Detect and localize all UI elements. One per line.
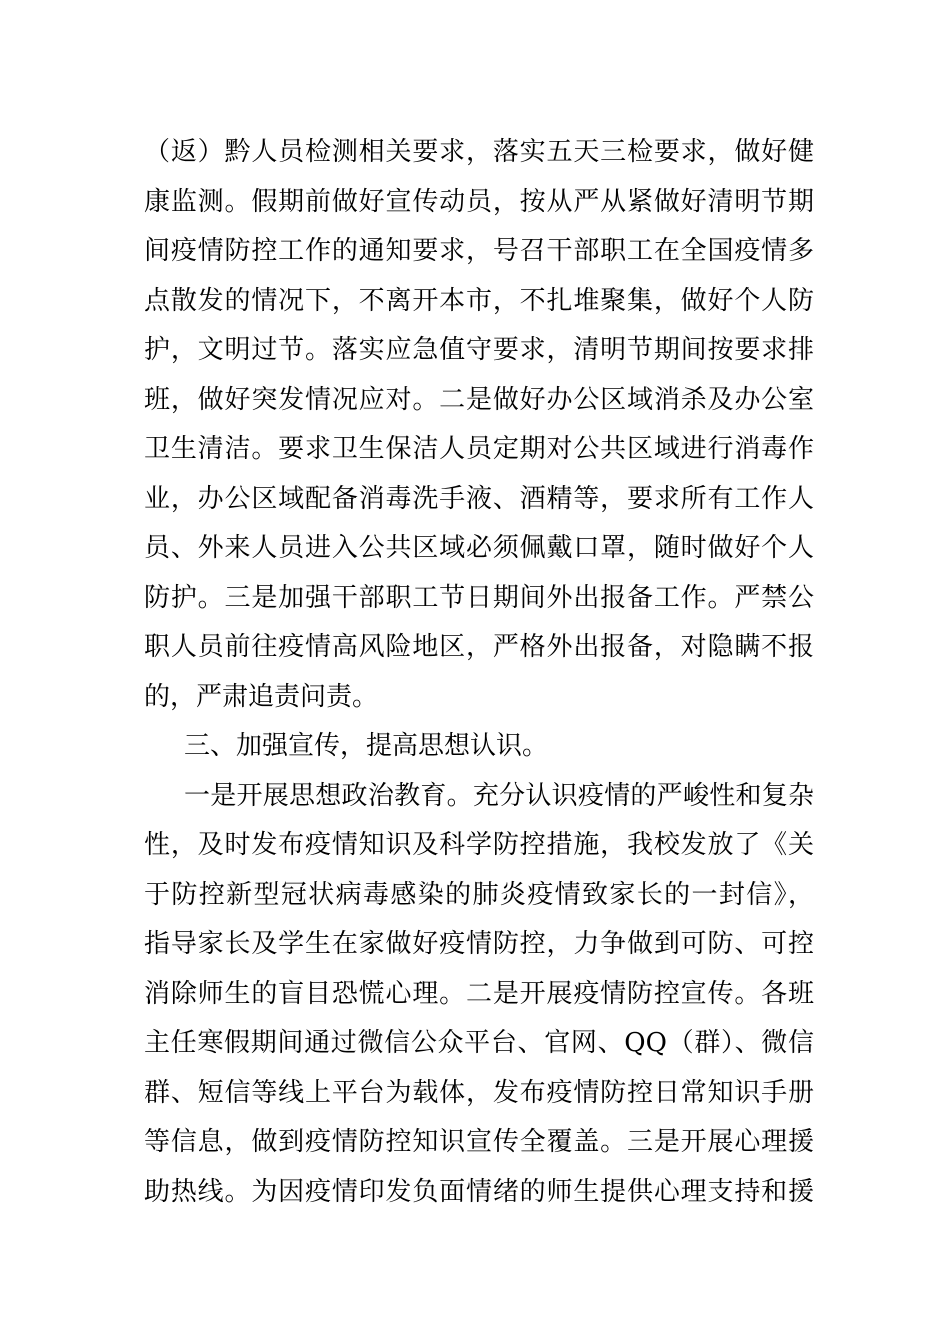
section-heading-3: 三、加强宣传，提高思想认识。	[184, 731, 549, 761]
text-line: 班，做好突发情况应对。二是做好办公区域消杀及办公室	[144, 384, 814, 415]
text-line: 群、短信等线上平台为载体，发布疫情防控日常知识手册	[144, 1077, 814, 1108]
text-line: 间疫情防控工作的通知要求，号召干部职工在全国疫情多	[144, 236, 814, 266]
text-line: 职人员前往疫情高风险地区，严格外出报备，对隐瞒不报	[144, 632, 814, 662]
paragraph-publicity	[144, 772, 814, 1218]
text-line: 的，严肃追责问责。	[144, 681, 379, 712]
text-line: 防护。三是加强干部职工节日期间外出报备工作。严禁公	[144, 582, 814, 613]
text-line: 消除师生的盲目恐慌心理。二是开展疫情防控宣传。各班	[144, 978, 814, 1009]
text-line: 指导家长及学生在家做好疫情防控，力争做到可防、可控	[144, 929, 814, 959]
text-line: 点散发的情况下，不离开本市，不扎堆聚集，做好个人防	[144, 285, 814, 316]
paragraph-health-monitoring	[144, 128, 814, 722]
text-line: 卫生清洁。要求卫生保洁人员定期对公共区域进行消毒作	[144, 434, 814, 464]
text-line: 一是开展思想政治教育。充分认识疫情的严峻性和复杂	[184, 780, 814, 811]
text-line: 于防控新型冠状病毒感染的肺炎疫情致家长的一封信》，	[144, 879, 814, 910]
text-line: 主任寒假期间通过微信公众平台、官网、QQ（群）、微信	[144, 1028, 814, 1058]
text-line: 康监测。假期前做好宣传动员，按从严从紧做好清明节期	[144, 186, 814, 217]
text-line: 员、外来人员进入公共区域必须佩戴口罩，随时做好个人	[144, 533, 814, 563]
text-line: 助热线。为因疫情印发负面情绪的师生提供心理支持和援	[144, 1176, 814, 1207]
text-line: 护，文明过节。落实应急值守要求，清明节期间按要求排	[144, 335, 814, 365]
document-body	[144, 128, 814, 1217]
text-line: （返）黔人员检测相关要求，落实五天三检要求，做好健	[144, 137, 814, 167]
text-line: 业，办公区域配备消毒洗手液、酒精等，要求所有工作人	[144, 483, 814, 514]
text-line: 等信息，做到疫情防控知识宣传全覆盖。三是开展心理援	[144, 1127, 814, 1157]
text-line: 性，及时发布疫情知识及科学防控措施，我校发放了《关	[144, 830, 814, 860]
